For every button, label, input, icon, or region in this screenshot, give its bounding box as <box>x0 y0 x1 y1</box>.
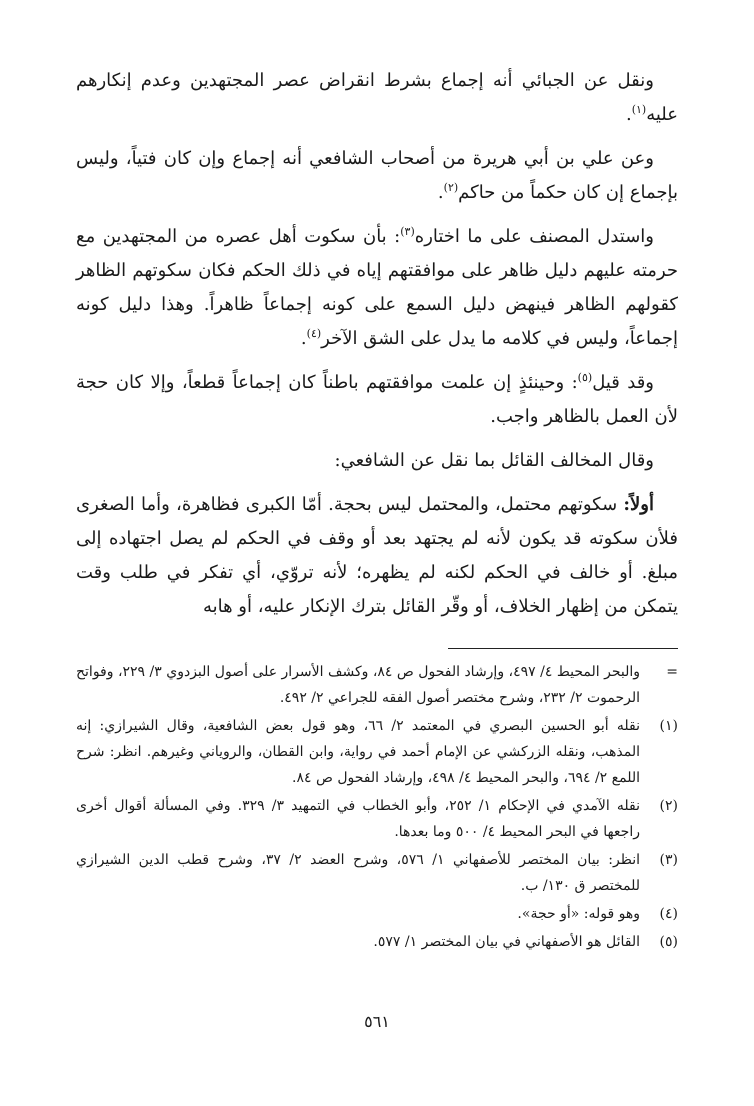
paragraph-2-text: وعن علي بن أبي هريرة من أصحاب الشافعي أنه إجماع وإن كان فتياً، وليس بإجماع إن كان حكماً من حاكم <box>76 148 678 203</box>
footnote-number: (٢) <box>659 798 678 814</box>
footnote-continuation <box>76 659 678 711</box>
paragraph-6 <box>76 488 678 624</box>
paragraph-3 <box>76 220 678 356</box>
footnote-number: (٣) <box>659 852 678 868</box>
footnote-3 <box>76 847 678 899</box>
footnote-text: القائل هو الأصفهاني في بيان المختصر ١/ ٥٧٧. <box>373 934 640 950</box>
footnotes <box>76 659 678 955</box>
footnote-number: (١) <box>659 718 678 734</box>
footnote-ref-4[interactable]: (٤) <box>306 327 322 340</box>
paragraph-6-text: سكوتهم محتمل، والمحتمل ليس بحجة. أمّا الكبرى فظاهرة، وأما الصغرى فلأن سكوته قد يكون لأنه لم يجتهد بعد أو وقف في الحكم لم يصل اجتهاده إلى مبلغ. أو خالف في الحكم لكنه لم يظهره؛ لأنه تروّي، أي تفكر في طلب وقت يتمكن من إظهار الخلاف، أو وقّر القائل بترك الإنكار عليه، أو هابه <box>76 494 678 617</box>
footnote-ref-3[interactable]: (٣) <box>400 225 415 238</box>
footnote-ref-2[interactable]: (٢) <box>443 181 459 194</box>
footnote-text: نقله الآمدي في الإحكام ١/ ٢٥٢، وأبو الخطاب في التمهيد ٣/ ٣٢٩. وفي المسألة أقوال أخرى راجعها في البحر المحيط ٤/ ٥٠٠ وما بعدها. <box>76 798 641 840</box>
paragraph-3-tail: . <box>300 328 307 349</box>
paragraph-6-lead: أولاً: <box>623 494 654 515</box>
paragraph-5-text: وقال المخالف القائل بما نقل عن الشافعي: <box>334 450 654 471</box>
paragraph-4-text-b: : وحينئذٍ إن علمت موافقتهم باطناً كان إجماعاً قطعاً، وإلا كان حجة لأن العمل بالظاهر واجب. <box>76 372 678 427</box>
paragraph-1-tail: . <box>625 104 632 125</box>
footnote-number: = <box>666 664 678 680</box>
footnote-ref-1[interactable]: (١) <box>631 103 647 116</box>
footnote-number: (٤) <box>659 906 678 922</box>
paragraph-5 <box>76 444 678 478</box>
paragraph-2-tail: . <box>437 182 444 203</box>
footnote-2 <box>76 793 678 845</box>
paragraph-4 <box>76 366 678 434</box>
footnote-text: والبحر المحيط ٤/ ٤٩٧، وإرشاد الفحول ص ٨٤، وكشف الأسرار على أصول البزدوي ٣/ ٢٢٩، وفواتح الرحموت ٢/ ٢٣٢، وشرح مختصر أصول الفقه للجراعي ٢/ ٤٩٢. <box>76 664 640 706</box>
footnote-ref-5[interactable]: (٥) <box>577 371 593 384</box>
footnote-number: (٥) <box>659 934 678 950</box>
paragraph-1 <box>76 64 678 132</box>
footnote-separator <box>448 648 678 649</box>
paragraph-3-text-b: : بأن سكوت أهل عصره من المجتهدين مع حرمته عليهم دليل ظاهر على موافقتهم إياه في ذلك الحكم فكان سكوتهم الظاهر كقولهم الظاهر فينهض دليل السمع على كونه إجماعاً ظاهراً. وهذا دليل كونه إجماعاً، وليس في كلامه ما يدل على الشق الآخر <box>76 226 678 349</box>
footnote-5 <box>76 929 678 955</box>
footnote-text: انظر: بيان المختصر للأصفهاني ١/ ٥٧٦، وشرح العضد ٢/ ٣٧، وشرح قطب الدين الشيرازي للمختصر ق ١٣٠/ ب. <box>76 852 640 894</box>
footnote-1 <box>76 713 678 791</box>
paragraph-1-text: ونقل عن الجبائي أنه إجماع بشرط انقراض عصر المجتهدين وعدم إنكارهم عليه <box>76 70 678 125</box>
footnote-text: نقله أبو الحسين البصري في المعتمد ٢/ ٦٦، وهو قول بعض الشافعية، وقال الشيرازي: إنه المذهب، ونقله الزركشي عن الإمام أحمد في رواية، وابن القطان، والروياني وغيرهم. انظر: شرح اللمع ٢/ ٦٩٤، والبحر المحيط ٤/ ٤٩٨، وإرشاد الفحول ص ٨٤. <box>76 718 641 786</box>
paragraph-4-text-a: وقد قيل <box>592 372 655 393</box>
footnote-text: وهو قوله: «أو حجة». <box>517 906 640 922</box>
page-number: ٥٦١ <box>364 1012 390 1031</box>
paragraph-2 <box>76 142 678 210</box>
footnote-4 <box>76 901 678 927</box>
paragraph-3-text-a: واستدل المصنف على ما اختاره <box>414 226 654 247</box>
